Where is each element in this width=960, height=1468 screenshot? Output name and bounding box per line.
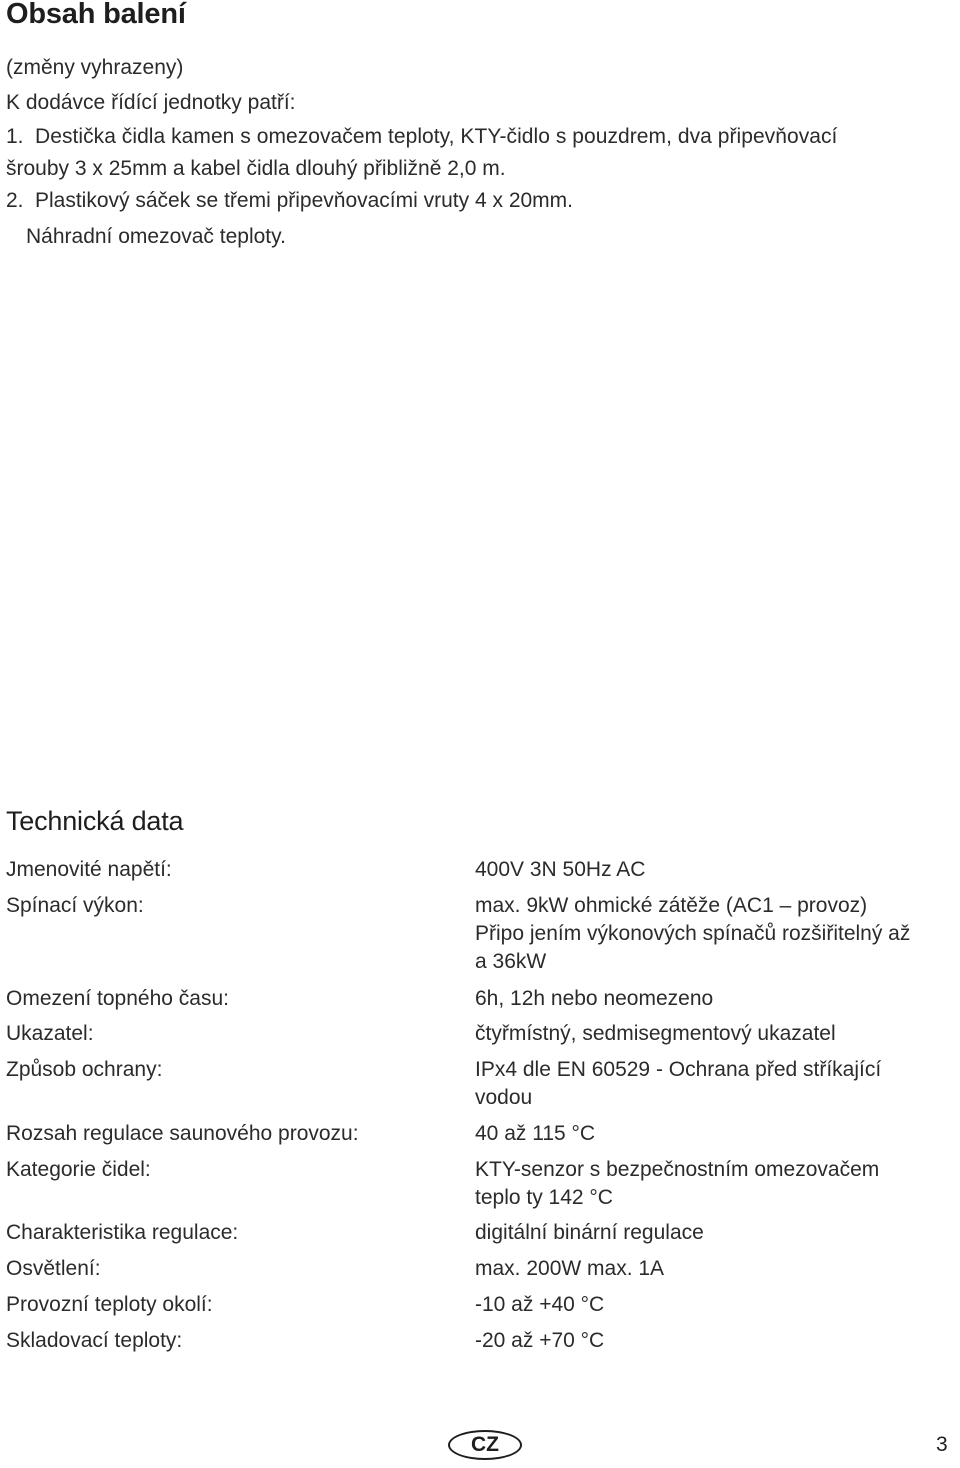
spec-value: -20 až +70 °C [475,1329,605,1352]
spec-label: Spínací výkon: [6,894,144,917]
spec-label: Způsob ochrany: [6,1058,163,1081]
spec-value: Připo jením výkonových spínačů rozšiřitelný až [475,922,911,945]
spec-label: Charakteristika regulace: [6,1221,239,1244]
list-item [6,121,956,185]
intro-text: K dodávce řídící jednotky patří: [6,91,296,114]
list-item-number: 2. [6,189,24,212]
list-item-line: šrouby 3 x 25mm a kabel čidla dlouhý přibližně 2,0 m. [6,157,506,180]
spec-value: čtyřmístný, sedmisegmentový ukazatel [475,1022,836,1045]
spec-value: KTY-senzor s bezpečnostním omezovačem [475,1158,880,1181]
language-badge [448,1430,522,1460]
list-item-line: Plastikový sáček se třemi připevňovacími vruty 4 x 20mm. [35,189,574,212]
spec-value: max. 200W max. 1A [475,1257,665,1280]
spec-label: Skladovací teploty: [6,1329,183,1352]
spec-value: a 36kW [475,950,547,973]
spec-value: IPx4 dle EN 60529 - Ochrana před stříkající [475,1058,882,1081]
spec-label: Provozní teploty okolí: [6,1293,213,1316]
spec-value: teplo ty 142 °C [475,1186,613,1209]
section-title-tech-data: Technická data [6,806,184,836]
spec-value: digitální binární regulace [475,1221,704,1244]
spec-value: 6h, 12h nebo neomezeno [475,987,714,1010]
spec-label: Omezení topného času: [6,987,229,1010]
spec-value: vodou [475,1086,533,1109]
note-text: (změny vyhrazeny) [6,56,184,79]
page-number: 3 [936,1433,948,1456]
spec-label: Osvětlení: [6,1257,101,1280]
list-item-number: 1. [6,125,24,148]
spec-value: max. 9kW ohmické zátěže (AC1 – provoz) [475,894,868,917]
section-title-contents: Obsah balení [6,0,186,30]
list-item [6,185,956,249]
spec-label: Kategorie čidel: [6,1158,151,1181]
spec-label: Jmenovité napětí: [6,858,172,881]
spec-label: Rozsah regulace saunového provozu: [6,1122,359,1145]
spec-value: 40 až 115 °C [475,1122,596,1145]
spec-value: -10 až +40 °C [475,1293,605,1316]
list-item-line: Náhradní omezovač teploty. [26,225,286,248]
spec-label: Ukazatel: [6,1022,94,1045]
language-code: CZ [471,1433,499,1456]
spec-value: 400V 3N 50Hz AC [475,858,646,881]
list-item-line: Destička čidla kamen s omezovačem teploty, KTY-čidlo s pouzdrem, dva připevňovací [35,125,838,148]
